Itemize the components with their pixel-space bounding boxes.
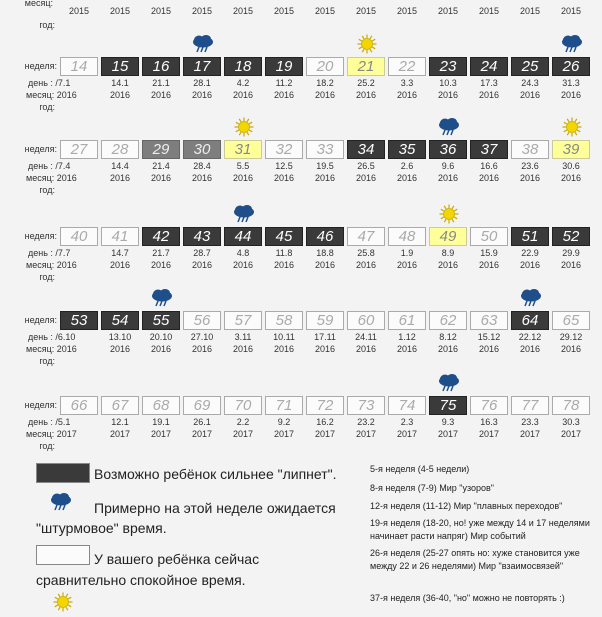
week-cell[interactable]: 57: [224, 311, 262, 330]
week-cell[interactable]: 62: [429, 311, 467, 330]
month-year-value: 2016: [519, 344, 541, 354]
month-year-value: 2016: [191, 90, 213, 100]
day-value: 1.9: [400, 248, 414, 258]
legend-storm-text-2: "штурмовое" время.: [36, 520, 167, 536]
day-value: 24.3: [521, 78, 539, 88]
day-value: 14.4: [111, 161, 129, 171]
month-year-value: 2016: [314, 90, 336, 100]
storm-cloud-icon: [438, 118, 460, 136]
month-year-value: 2016: [560, 260, 582, 270]
day-value: 16.2: [316, 417, 334, 427]
week-cell[interactable]: 61: [388, 311, 426, 330]
day-value: 21.4: [152, 161, 170, 171]
week-cell[interactable]: 36: [429, 140, 467, 159]
week-label: неделя:: [24, 61, 57, 71]
storm-cloud-icon: [192, 35, 214, 53]
day-value: 9.6: [441, 161, 455, 171]
week-cell[interactable]: 14: [60, 57, 98, 76]
year-label: год:: [39, 441, 55, 451]
week-cell[interactable]: 16: [142, 57, 180, 76]
month-year-value: 2016: [478, 260, 500, 270]
top-year-value: 2015: [232, 6, 254, 16]
day-value: 19.5: [316, 161, 334, 171]
day-value: 2.3: [400, 417, 414, 427]
month-year-value: 2016: [519, 173, 541, 183]
week-cell[interactable]: 35: [388, 140, 426, 159]
month-year-value: 2016: [232, 90, 254, 100]
storm-cloud-icon: [151, 289, 173, 307]
month-year-value: 2016: [355, 90, 377, 100]
year-label: год:: [39, 356, 55, 366]
month-year-value: 2017: [478, 429, 500, 439]
month-year-value: 2016: [109, 344, 131, 354]
week-cell[interactable]: 47: [347, 227, 385, 246]
day-value: 11.2: [275, 78, 293, 88]
month-year-value: 2017: [519, 429, 541, 439]
sun-icon: [561, 117, 583, 135]
day-value: 25.8: [357, 248, 375, 258]
day-value: 21.7: [152, 248, 170, 258]
month-label: месяц: 2016: [26, 260, 77, 270]
week-cell[interactable]: 33: [306, 140, 344, 159]
day-value: 17.3: [480, 78, 498, 88]
day-value: 4.2: [236, 78, 250, 88]
month-year-value: 2017: [191, 429, 213, 439]
month-year-value: 2017: [109, 429, 131, 439]
week-cell[interactable]: 43: [183, 227, 221, 246]
month-label: месяц: 2016: [26, 344, 77, 354]
legend-storm-text: Примерно на этой неделе ожидается: [94, 500, 336, 516]
top-year-value: 2015: [150, 6, 172, 16]
day-value: 4.8: [236, 248, 250, 258]
day-value: 8.12: [439, 332, 457, 342]
month-year-value: 2017: [355, 429, 377, 439]
week-cell[interactable]: 24: [470, 57, 508, 76]
storm-cloud-icon: [233, 205, 255, 223]
week-cell[interactable]: 39: [552, 140, 590, 159]
top-month-label: месяц:: [24, 0, 53, 8]
leap-note: 37-я неделя (36-40, "но" можно не повторять :): [370, 593, 565, 603]
month-year-value: 2017: [437, 429, 459, 439]
month-label: месяц: 2016: [26, 90, 77, 100]
week-cell[interactable]: 29: [142, 140, 180, 159]
month-year-value: 2016: [314, 344, 336, 354]
month-year-value: 2016: [150, 173, 172, 183]
week-cell[interactable]: 31: [224, 140, 262, 159]
week-cell[interactable]: 65: [552, 311, 590, 330]
month-year-value: 2017: [232, 429, 254, 439]
top-year-value: 2015: [560, 6, 582, 16]
month-year-value: 2016: [519, 260, 541, 270]
month-year-value: 2016: [314, 260, 336, 270]
month-year-value: 2016: [273, 260, 295, 270]
week-cell[interactable]: 48: [388, 227, 426, 246]
month-year-value: 2017: [396, 429, 418, 439]
month-year-value: 2016: [478, 90, 500, 100]
week-cell[interactable]: 50: [470, 227, 508, 246]
week-cell[interactable]: 23: [429, 57, 467, 76]
week-cell[interactable]: 17: [183, 57, 221, 76]
week-cell[interactable]: 38: [511, 140, 549, 159]
week-cell[interactable]: 76: [470, 396, 508, 415]
legend-dark-swatch: [36, 463, 90, 483]
week-cell[interactable]: 37: [470, 140, 508, 159]
day-label: день : /7.1: [28, 78, 71, 88]
day-value: 30.6: [562, 161, 580, 171]
week-cell[interactable]: 69: [183, 396, 221, 415]
month-year-value: 2017: [314, 429, 336, 439]
top-year-value: 2015: [437, 6, 459, 16]
leap-note: 12-я неделя (11-12) Мир "плавных переходов": [370, 501, 563, 511]
month-year-value: 2016: [109, 90, 131, 100]
sun-icon: [233, 117, 255, 135]
day-value: 10.3: [439, 78, 457, 88]
day-label: день : /7.4: [28, 161, 71, 171]
day-label: день : /5.1: [28, 417, 71, 427]
day-value: 8.9: [441, 248, 455, 258]
month-year-value: 2016: [437, 173, 459, 183]
month-year-value: 2016: [191, 344, 213, 354]
leap-note: 5-я неделя (4-5 недели): [370, 464, 470, 474]
month-year-value: 2016: [478, 344, 500, 354]
month-year-value: 2016: [109, 173, 131, 183]
week-cell[interactable]: 41: [101, 227, 139, 246]
day-value: 26.1: [193, 417, 211, 427]
week-cell[interactable]: 54: [101, 311, 139, 330]
day-value: 29.12: [559, 332, 583, 342]
week-cell[interactable]: 46: [306, 227, 344, 246]
week-cell[interactable]: 27: [60, 140, 98, 159]
week-label: неделя:: [24, 400, 57, 410]
month-year-value: 2016: [314, 173, 336, 183]
week-label: неделя:: [24, 144, 57, 154]
day-value: 13.10: [108, 332, 132, 342]
week-cell[interactable]: 71: [265, 396, 303, 415]
top-year-value: 2015: [519, 6, 541, 16]
month-year-value: 2016: [191, 173, 213, 183]
day-value: 18.8: [316, 248, 334, 258]
week-cell[interactable]: 59: [306, 311, 344, 330]
month-year-value: 2016: [355, 173, 377, 183]
day-value: 26.5: [357, 161, 375, 171]
month-year-value: 2016: [519, 90, 541, 100]
day-value: 16.6: [480, 161, 498, 171]
month-year-value: 2016: [273, 90, 295, 100]
year-label: год:: [39, 185, 55, 195]
week-cell[interactable]: 53: [60, 311, 98, 330]
week-label: неделя:: [24, 315, 57, 325]
day-value: 16.3: [480, 417, 498, 427]
day-value: 19.1: [152, 417, 170, 427]
day-value: 2.2: [236, 417, 250, 427]
legend-sun-icon: [52, 592, 74, 610]
week-cell[interactable]: 19: [265, 57, 303, 76]
day-value: 27.10: [190, 332, 214, 342]
year-label: год:: [39, 272, 55, 282]
day-value: 14.7: [111, 248, 129, 258]
week-cell[interactable]: 25: [511, 57, 549, 76]
sun-icon: [438, 204, 460, 222]
week-cell[interactable]: 28: [101, 140, 139, 159]
month-year-value: 2016: [560, 90, 582, 100]
top-year-value: 2015: [478, 6, 500, 16]
week-cell[interactable]: 68: [142, 396, 180, 415]
month-year-value: 2016: [560, 173, 582, 183]
month-year-value: 2016: [478, 173, 500, 183]
top-year-value: 2015: [355, 6, 377, 16]
month-year-value: 2016: [232, 260, 254, 270]
day-value: 29.9: [562, 248, 580, 258]
week-cell[interactable]: 34: [347, 140, 385, 159]
month-year-value: 2016: [560, 344, 582, 354]
week-cell[interactable]: 32: [265, 140, 303, 159]
day-value: 5.5: [236, 161, 250, 171]
month-year-value: 2017: [273, 429, 295, 439]
day-value: 17.11: [314, 332, 336, 342]
month-year-value: 2016: [355, 260, 377, 270]
day-value: 31.3: [562, 78, 580, 88]
week-label: неделя:: [24, 231, 57, 241]
day-value: 23.3: [521, 417, 539, 427]
week-cell[interactable]: 45: [265, 227, 303, 246]
month-year-value: 2016: [396, 344, 418, 354]
month-year-value: 2016: [150, 90, 172, 100]
leap-note: 19-я неделя (18-20, но! уже между 14 и 17 неделями начинает расти напряг) Мир событий: [370, 518, 590, 541]
day-value: 15.12: [477, 332, 501, 342]
day-value: 2.6: [400, 161, 414, 171]
day-value: 28.4: [193, 161, 211, 171]
day-value: 1.12: [398, 332, 416, 342]
day-label: день : /6.10: [28, 332, 76, 342]
day-value: 18.2: [316, 78, 334, 88]
month-year-value: 2016: [396, 173, 418, 183]
month-year-value: 2016: [232, 173, 254, 183]
top-year-value: 2015: [109, 6, 131, 16]
week-cell[interactable]: 26: [552, 57, 590, 76]
top-year-label: год:: [39, 20, 55, 30]
legend-storm-cloud-icon: [50, 493, 72, 511]
top-year-value: 2015: [191, 6, 213, 16]
month-year-value: 2016: [437, 260, 459, 270]
week-cell[interactable]: 66: [60, 396, 98, 415]
month-year-value: 2016: [232, 344, 254, 354]
week-cell[interactable]: 60: [347, 311, 385, 330]
month-year-value: 2016: [273, 344, 295, 354]
day-value: 24.11: [355, 332, 377, 342]
week-cell[interactable]: 22: [388, 57, 426, 76]
top-year-value: 2015: [273, 6, 295, 16]
day-value: 15.9: [480, 248, 498, 258]
week-cell[interactable]: 63: [470, 311, 508, 330]
year-label: год:: [39, 102, 55, 112]
day-value: 28.1: [193, 78, 211, 88]
week-cell[interactable]: 58: [265, 311, 303, 330]
day-value: 30.3: [562, 417, 580, 427]
day-value: 22.9: [521, 248, 539, 258]
leap-note: 26-я неделя (25-27 опять но: хуже становится уже между 22 и 26 неделями) Мир "взаимосвязей": [370, 548, 580, 571]
week-cell[interactable]: 21: [347, 57, 385, 76]
week-cell[interactable]: 64: [511, 311, 549, 330]
legend-calm-text-2: сравнительно спокойное время.: [36, 572, 246, 588]
day-value: 23.2: [357, 417, 375, 427]
day-value: 28.7: [193, 248, 211, 258]
month-label: месяц: 2016: [26, 173, 77, 183]
week-cell[interactable]: 49: [429, 227, 467, 246]
day-value: 14.1: [111, 78, 129, 88]
month-year-value: 2016: [150, 260, 172, 270]
week-cell[interactable]: 40: [60, 227, 98, 246]
top-year-value: 2015: [314, 6, 336, 16]
day-value: 3.11: [234, 332, 252, 342]
day-value: 20.10: [149, 332, 173, 342]
day-value: 25.2: [357, 78, 375, 88]
week-cell[interactable]: 73: [347, 396, 385, 415]
week-cell[interactable]: 15: [101, 57, 139, 76]
month-label: месяц: 2017: [26, 429, 77, 439]
month-year-value: 2016: [437, 344, 459, 354]
month-year-value: 2016: [355, 344, 377, 354]
day-value: 11.8: [275, 248, 293, 258]
month-year-value: 2016: [396, 260, 418, 270]
week-cell[interactable]: 72: [306, 396, 344, 415]
day-value: 3.3: [400, 78, 414, 88]
day-value: 21.1: [152, 78, 170, 88]
month-year-value: 2016: [150, 344, 172, 354]
month-year-value: 2016: [191, 260, 213, 270]
month-year-value: 2016: [437, 90, 459, 100]
top-year-value: 2015: [68, 6, 90, 16]
week-cell[interactable]: 77: [511, 396, 549, 415]
week-cell[interactable]: 67: [101, 396, 139, 415]
week-cell[interactable]: 18: [224, 57, 262, 76]
day-label: день : /7.7: [28, 248, 71, 258]
week-cell[interactable]: 51: [511, 227, 549, 246]
week-cell[interactable]: 75: [429, 396, 467, 415]
week-cell[interactable]: 74: [388, 396, 426, 415]
day-value: 12.1: [111, 417, 129, 427]
week-cell[interactable]: 30: [183, 140, 221, 159]
week-cell[interactable]: 52: [552, 227, 590, 246]
leap-note: 8-я неделя (7-9) Мир "узоров": [370, 483, 494, 493]
month-year-value: 2016: [109, 260, 131, 270]
legend-calm-text: У вашего ребёнка сейчас: [94, 551, 260, 567]
legend-calm-swatch: [36, 545, 90, 565]
storm-cloud-icon: [561, 35, 583, 53]
day-value: 12.5: [275, 161, 293, 171]
week-cell[interactable]: 70: [224, 396, 262, 415]
day-value: 22.12: [518, 332, 542, 342]
day-value: 23.6: [521, 161, 539, 171]
week-cell[interactable]: 56: [183, 311, 221, 330]
month-year-value: 2017: [560, 429, 582, 439]
storm-cloud-icon: [520, 289, 542, 307]
week-cell[interactable]: 78: [552, 396, 590, 415]
storm-cloud-icon: [438, 374, 460, 392]
week-cell[interactable]: 55: [142, 311, 180, 330]
month-year-value: 2016: [396, 90, 418, 100]
week-cell[interactable]: 20: [306, 57, 344, 76]
month-year-value: 2016: [273, 173, 295, 183]
top-year-value: 2015: [396, 6, 418, 16]
day-value: 10.11: [273, 332, 295, 342]
sun-icon: [356, 34, 378, 52]
day-value: 9.2: [277, 417, 291, 427]
week-cell[interactable]: 42: [142, 227, 180, 246]
week-cell[interactable]: 44: [224, 227, 262, 246]
month-year-value: 2017: [150, 429, 172, 439]
day-value: 9.3: [441, 417, 455, 427]
legend-dark-text: Возможно ребёнок сильнее "липнет".: [94, 466, 337, 482]
